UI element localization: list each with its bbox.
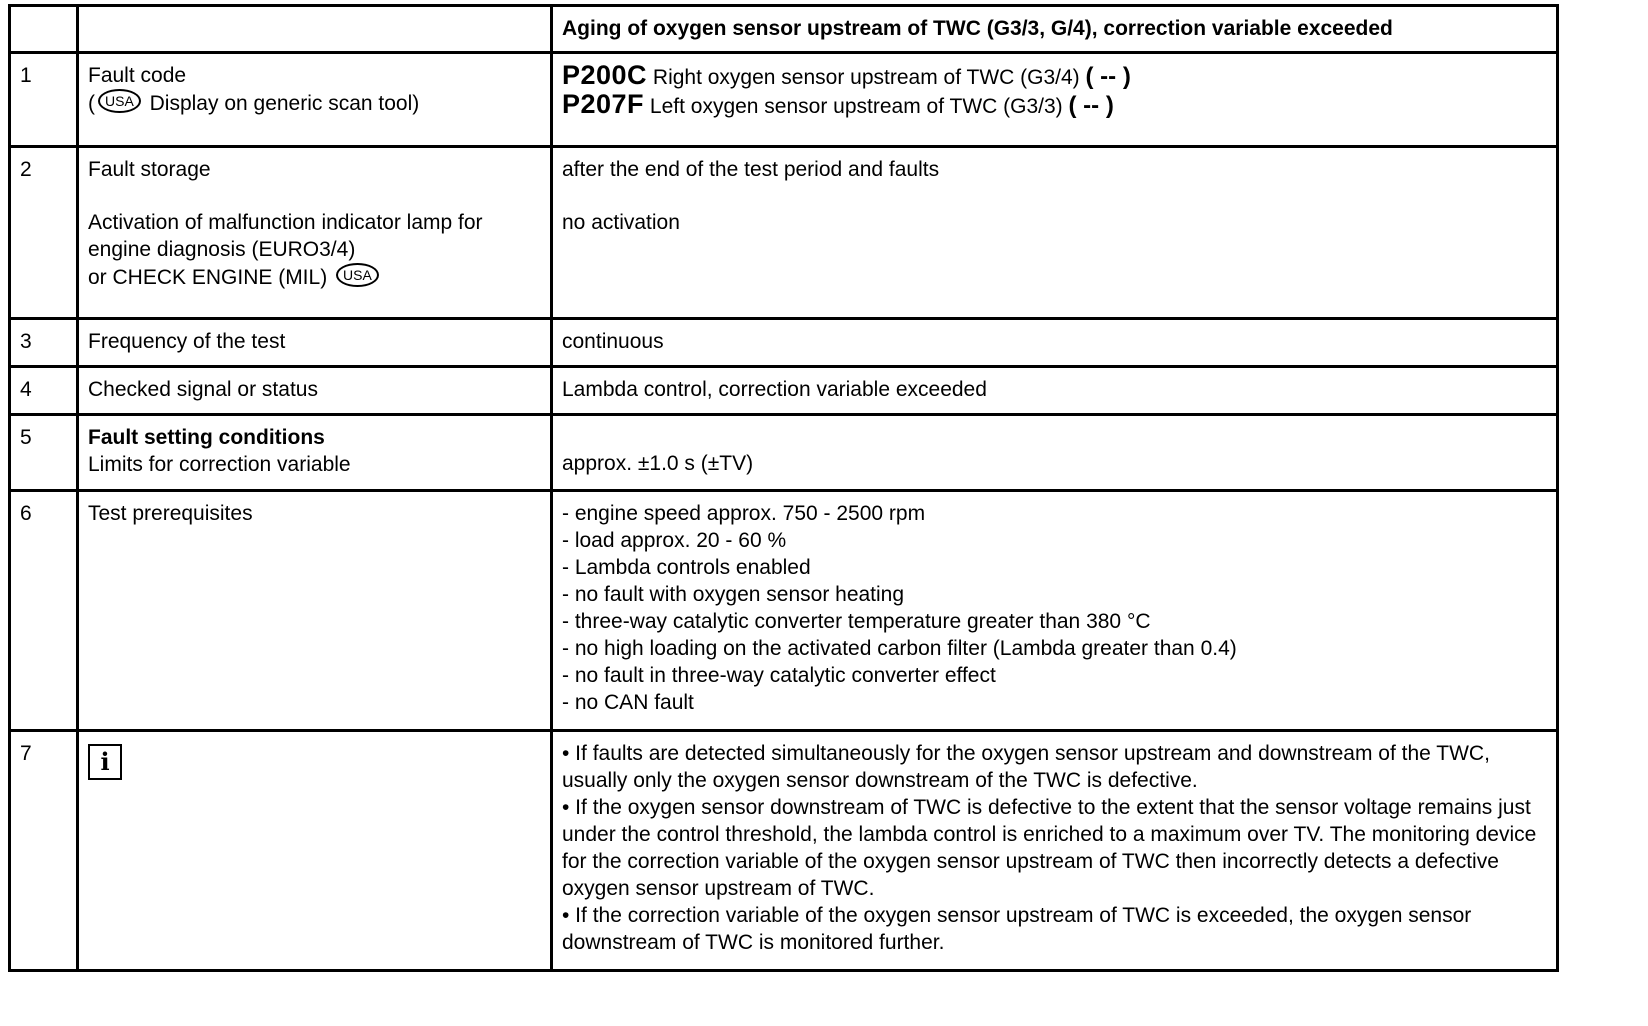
row-number: 2 [10,147,78,319]
generic-scan-tool-note [88,89,541,117]
row-label: Checked signal or status [78,367,552,415]
check-engine-text: or CHECK ENGINE (MIL) [88,266,334,289]
list-item: - load approx. 20 - 60 % [562,529,787,552]
fault-code-2-paren: ( -- ) [1068,92,1114,119]
row-number: 7 [10,731,78,971]
list-item: - three-way catalytic converter temperature greater than 380 °C [562,610,1151,633]
list-item: - no high loading on the activated carbon filter (Lambda greater than 0.4) [562,637,1237,660]
row-frequency [10,319,1558,367]
limits-label: Limits for correction variable [88,453,351,476]
row-label [78,415,552,491]
check-engine-label [88,263,541,291]
row-value: Lambda control, correction variable exceeded [552,367,1558,415]
note-item: • If the oxygen sensor downstream of TWC is defective to the extent that the sensor voltage remains just under the control threshold, the lambda control is enriched to a maximum over TV. The monitoring device for the correction variable of the oxygen sensor upstream of TWC then incorrectly detects a defective oxygen sensor upstream of TWC. [562,796,1537,900]
row-value [552,53,1558,147]
list-item: - no fault in three-way catalytic converter effect [562,664,996,687]
header-empty-label [78,6,552,53]
scan-tool-text: Display on generic scan tool) [143,92,420,115]
fault-storage-value: after the end of the test period and faults [562,158,940,181]
fault-code-1-desc: Right oxygen sensor upstream of TWC (G3/4) [647,66,1086,89]
row-number: 5 [10,415,78,491]
limits-value: approx. ±1.0 s (±TV) [562,452,754,475]
spacer [562,424,1547,450]
spacer [562,183,1547,209]
info-icon: i [88,744,122,780]
list-item: - engine speed approx. 750 - 2500 rpm [562,502,926,525]
row-fault-code [10,53,1558,147]
header-row [10,6,1558,53]
row-checked-signal [10,367,1558,415]
row-label [78,147,552,319]
fault-code-line-1 [562,62,1547,91]
row-label [78,731,552,971]
fault-storage-label: Fault storage [88,158,211,181]
header-title: Aging of oxygen sensor upstream of TWC (G3/3, G/4), correction variable exceeded [552,6,1558,53]
fault-code-label: Fault code [88,64,187,87]
mil-activation-label: Activation of malfunction indicator lamp for engine diagnosis (EURO3/4) [88,211,483,261]
row-value [552,731,1558,971]
row-label: Test prerequisites [78,491,552,731]
fault-code-p207f: P207F [562,89,645,119]
row-value: continuous [552,319,1558,367]
row-number: 4 [10,367,78,415]
fault-code-2-desc: Left oxygen sensor upstream of TWC (G3/3) [644,95,1069,118]
row-fault-setting-conditions [10,415,1558,491]
fault-code-p200c: P200C [562,60,648,90]
row-value [552,147,1558,319]
row-value [552,491,1558,731]
list-item: - no fault with oxygen sensor heating [562,583,905,606]
row-number: 1 [10,53,78,147]
row-value [552,415,1558,491]
spacer [88,183,541,209]
mil-activation-value: no activation [562,211,680,234]
row-label: Frequency of the test [78,319,552,367]
fault-code-line-2 [562,91,1547,120]
row-test-prerequisites [10,491,1558,731]
paren-open: ( [88,92,95,115]
list-item: - no CAN fault [562,691,694,714]
note-item: • If faults are detected simultaneously for the oxygen sensor upstream and downstream of the TWC, usually only the oxygen sensor downstream of the TWC is defective. [562,742,1490,792]
row-number: 6 [10,491,78,731]
header-empty-num [10,6,78,53]
row-number: 3 [10,319,78,367]
usa-badge-icon: USA [336,263,379,287]
diagnosis-table [8,4,1559,972]
fault-code-1-paren: ( -- ) [1085,63,1131,90]
row-notes [10,731,1558,971]
usa-badge-icon: USA [98,89,141,113]
fault-setting-conditions-heading: Fault setting conditions [88,426,325,449]
row-fault-storage [10,147,1558,319]
list-item: - Lambda controls enabled [562,556,811,579]
row-label [78,53,552,147]
note-item: • If the correction variable of the oxygen sensor upstream of TWC is exceeded, the oxygen sensor downstream of TWC is monitored further. [562,904,1472,954]
